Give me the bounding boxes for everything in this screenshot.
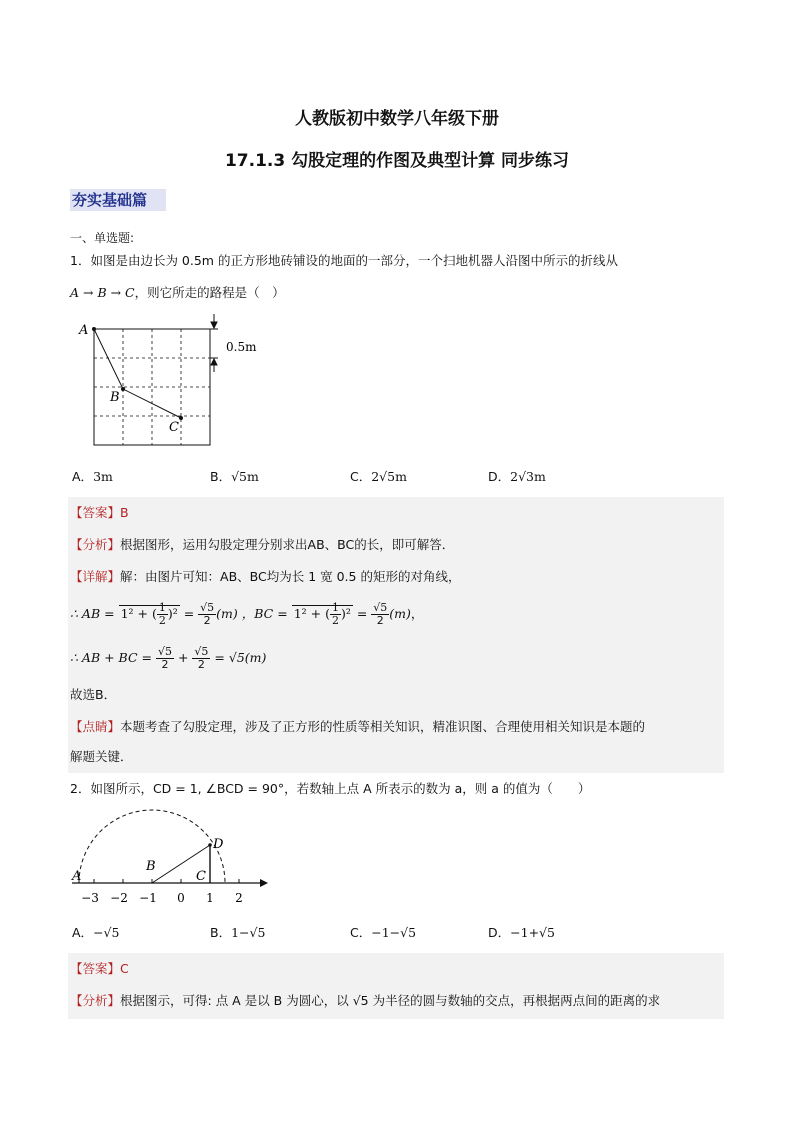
robot-path-polyline	[94, 329, 181, 418]
q1-equation-1: ∴ AB = 1² + ( $\frac{1}{2}$ )² = $\frac{√5}{2}$ (m) ，BC = 1² + ( $\frac{1}{2}$ )² = $\frac{√5}{2}$ (m)，	[70, 601, 424, 627]
number-line-arrow	[260, 879, 268, 887]
q2-answer: 【答案】C	[70, 961, 129, 976]
q1-answer: 【答案】B	[70, 505, 129, 520]
label-b: B	[146, 859, 156, 874]
q1-stem-rest: ，则它所走的路程是（ ）	[134, 285, 285, 300]
tick-label: −1	[139, 891, 157, 905]
label-c: C	[169, 420, 179, 435]
q1-option-c: C．2√5m	[350, 469, 407, 484]
q1-equation-2: ∴ AB + BC = $\frac{√5}{2}$ + $\frac{√5}{2}$ = √5(m)	[70, 645, 267, 671]
tick-label: 2	[235, 891, 243, 905]
grid-inner-lines	[94, 329, 210, 445]
tick-label: 0	[177, 891, 185, 905]
label-c: C	[196, 869, 206, 884]
tick-labels	[81, 891, 243, 905]
label-a: A	[79, 323, 89, 338]
q1-grid-figure	[72, 312, 272, 452]
document-subtitle: 17.1.3 勾股定理的作图及典型计算 同步练习	[224, 151, 570, 171]
label-a: A	[72, 869, 82, 884]
q1-detail: 【详解】解：由图片可知：AB、BC均为长 1 宽 0.5 的矩形的对角线，	[70, 569, 461, 584]
q1-comment-line1: 【点睛】本题考查了勾股定理，涉及了正方形的性质等相关知识，精准识图、合理使用相关知识是本题的	[70, 719, 646, 734]
q2-option-c: C．−1−√5	[350, 925, 417, 940]
point-c-dot	[179, 416, 183, 420]
q1-comment-line2: 解题关键．	[70, 749, 133, 764]
q1-option-a: A．3m	[72, 469, 113, 484]
q1-analysis: 【分析】根据图形，运用勾股定理分别求出AB、BC的长，即可解答．	[70, 537, 455, 552]
q2-option-a: A．−√5	[72, 925, 120, 940]
point-b-dot	[121, 387, 125, 391]
scale-label: 0.5m	[226, 340, 257, 354]
point-d-dot	[208, 843, 212, 847]
q2-stem: 2．如图所示，CD = 1, ∠BCD = 90°，若数轴上点 A 所表示的数为 a，则 a 的值为（ ）	[70, 781, 591, 796]
point-a-dot	[92, 327, 96, 331]
part-label: 一、单选题:	[70, 231, 135, 245]
scale-arrows	[210, 314, 218, 372]
tick-label: −3	[81, 891, 99, 905]
tick-label: 1	[206, 891, 214, 905]
q1-stem-line2	[70, 284, 285, 302]
tick-label: −2	[110, 891, 128, 905]
q2-analysis: 【分析】根据图示，可得: 点 A 是以 B 为圆心，以 √5 为半径的圆与数轴的交点，再根据两点间的距离的求	[70, 993, 661, 1008]
q1-conclusion: 故选B．	[70, 687, 117, 702]
label-b: B	[110, 390, 120, 405]
document-title: 人教版初中数学八年级下册	[295, 109, 499, 129]
q1-option-d: D．2√3m	[488, 469, 546, 484]
q1-option-b: B．√5m	[210, 469, 259, 484]
q2-number-line-figure	[68, 806, 278, 912]
q2-option-d: D．−1+√5	[488, 925, 555, 940]
q2-option-b: B．1−√5	[210, 925, 266, 940]
q1-stem-line1: 1．如图是由边长为 0.5m 的正方形地砖铺设的地面的一部分，一个扫地机器人沿图中所示的折线从	[70, 253, 618, 268]
label-d: D	[213, 837, 224, 852]
q1-path: A → B → C	[70, 285, 135, 300]
section-label: 夯实基础篇	[70, 189, 166, 211]
